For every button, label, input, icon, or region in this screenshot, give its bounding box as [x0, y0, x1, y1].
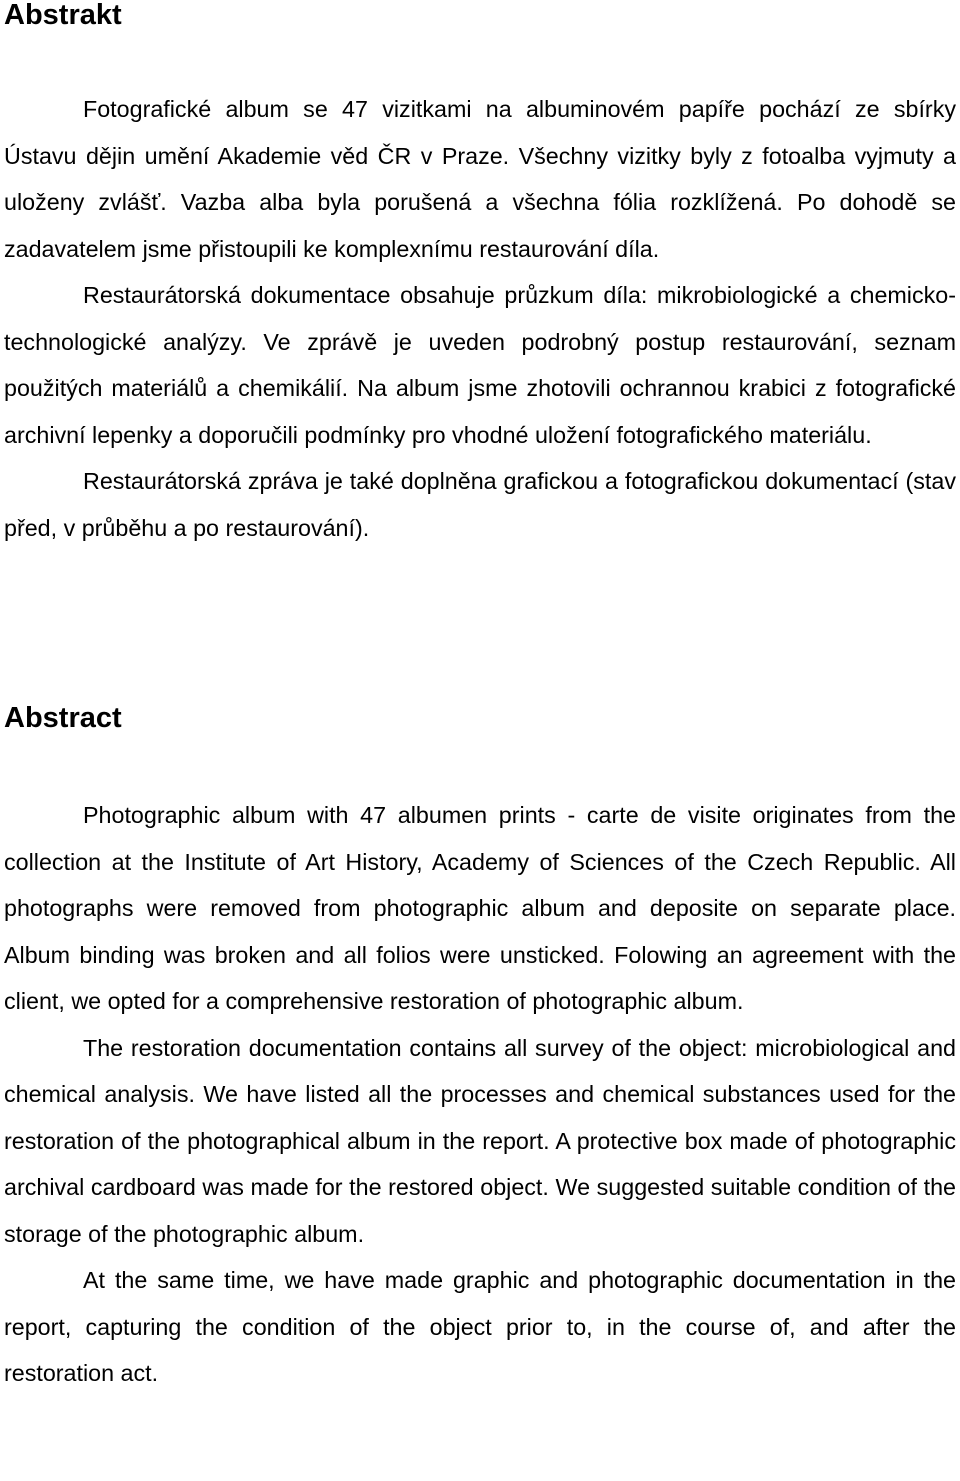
abstrakt-paragraph-3: Restaurátorská zpráva je také doplněna grafickou a fotografickou dokumentací (stav před, v průběhu a po restaurování). — [4, 468, 956, 541]
abstrakt-paragraph-1: Fotografické album se 47 vizitkami na albuminovém papíře pochází ze sbírky Ústavu dějin umění Akademie věd ČR v Praze. Všechny vizitky byly z fotoalba vyjmuty a uloženy zvlášť. Vazba alba byla porušená a všechna fólia rozklížená. Po dohodě se zadavatelem jsme přistoupili ke komplexnímu restaurování díla. — [4, 96, 956, 262]
abstract-paragraph-2: The restoration documentation contains all survey of the object: microbiological and chemical analysis. We have listed all the processes and chemical substances used for the restoration of the photographical album in the report. A protective box made of photographic archival cardboard was made for the restored object. We suggested suitable condition of the storage of the photographic album. — [4, 1034, 956, 1247]
heading-abstrakt: Abstrakt — [4, 0, 122, 31]
abstract-body — [4, 792, 956, 1397]
abstrakt-body — [4, 86, 956, 551]
abstract-paragraph-1: Photographic album with 47 albumen prints - carte de visite originates from the collection at the Institute of Art History, Academy of Sciences of the Czech Republic. All photographs were removed from photographic album and deposite on separate place. Album binding was broken and all folios were unsticked. Folowing an agreement with the client, we opted for a comprehensive restoration of photographic album. — [4, 802, 956, 1014]
abstrakt-paragraph-2: Restaurátorská dokumentace obsahuje průzkum díla: mikrobiologické a chemicko-technologické analýzy. Ve zprávě je uveden podrobný postup restaurování, seznam použitých materiálů a chemikálií. Na album jsme zhotovili ochrannou krabici z fotografické archivní lepenky a doporučili podmínky pro vhodné uložení fotografického materiálu. — [4, 282, 956, 448]
heading-abstract: Abstract — [4, 702, 122, 734]
abstract-paragraph-3: At the same time, we have made graphic and photographic documentation in the report, capturing the condition of the object prior to, in the course of, and after the restoration act. — [4, 1267, 956, 1386]
